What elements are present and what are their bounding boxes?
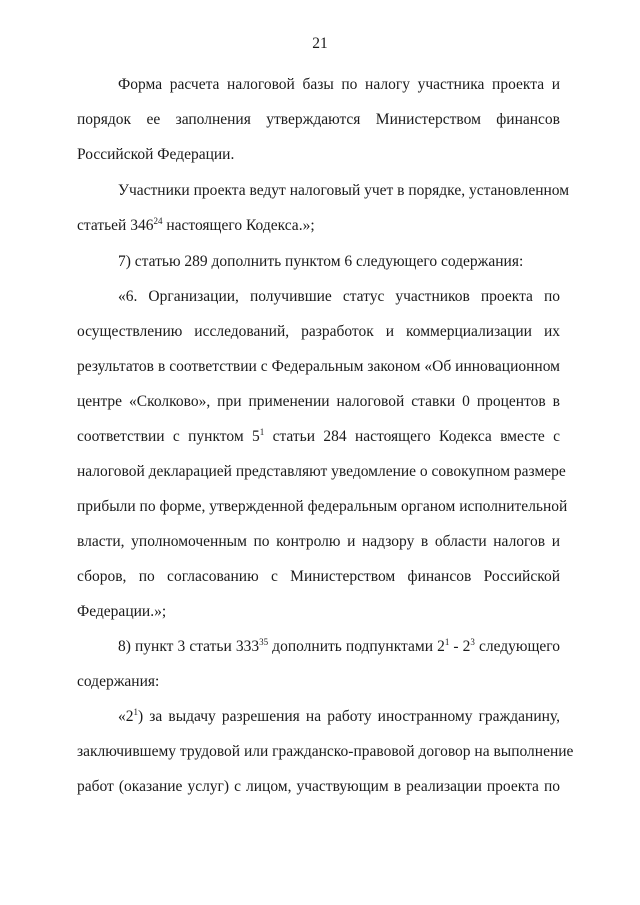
text-span: - 2 [449, 638, 471, 655]
text-line: 7) статью 289 дополнить пунктом 6 следующего содержания: [118, 253, 524, 270]
text-line [118, 707, 560, 727]
text-line: Российской Федерации. [77, 146, 235, 163]
text-line: «6. Организации, получившие статус участников проекта по [118, 288, 560, 305]
text-line: власти, уполномоченным по контролю и надзору в области налогов и [77, 533, 560, 550]
superscript: 35 [259, 637, 269, 647]
text-line: налоговой декларацией представляют уведомление о совокупном размере [77, 463, 566, 480]
text-line: порядок ее заполнения утверждаются Министерством финансов [77, 111, 560, 128]
text-span: дополнить подпунктами 2 [268, 638, 445, 655]
text-span: 8) пункт 3 статьи 333 [118, 638, 260, 655]
text-line: работ (оказание услуг) с лицом, участвующим в реализации проекта по [77, 778, 560, 795]
text-line: прибыли по форме, утвержденной федеральным органом исполнительной [77, 498, 568, 515]
text-line [118, 637, 560, 657]
text-span: статьей 346 [77, 217, 154, 234]
superscript: 1 [259, 427, 265, 437]
superscript: 24 [153, 216, 163, 226]
text-line: сборов, по согласованию с Министерством финансов Российской [77, 568, 560, 585]
superscript: 1 [133, 707, 138, 717]
text-line: осуществлению исследований, разработок и коммерциализации их [77, 323, 560, 340]
text-line: Форма расчета налоговой базы по налогу участника проекта и [118, 76, 560, 93]
text-line [77, 427, 560, 447]
superscript: 1 [444, 637, 450, 647]
text-span: «2 [118, 708, 134, 725]
superscript: 3 [470, 637, 475, 647]
text-line: заключившему трудовой или гражданско-правовой договор на выполнение [77, 743, 574, 760]
text-line: результатов в соответствии с Федеральным законом «Об инновационном [77, 358, 560, 375]
text-span: настоящего Кодекса.»; [162, 217, 315, 234]
text-span: статьи 284 настоящего Кодекса вместе с [264, 428, 560, 445]
text-span: следующего [474, 638, 561, 655]
text-line: содержания: [77, 673, 160, 690]
text-span: соответствии с пунктом 5 [77, 428, 260, 445]
text-line: Участники проекта ведут налоговый учет в порядке, установленном [118, 182, 570, 199]
page-number: 21 [312, 35, 328, 52]
text-span: ) за выдачу разрешения на работу иностранному гражданину, [138, 708, 560, 725]
text-line [77, 216, 560, 236]
text-line: центре «Сколково», при применении налоговой ставки 0 процентов в [77, 393, 560, 410]
text-line: Федерации.»; [77, 603, 167, 620]
